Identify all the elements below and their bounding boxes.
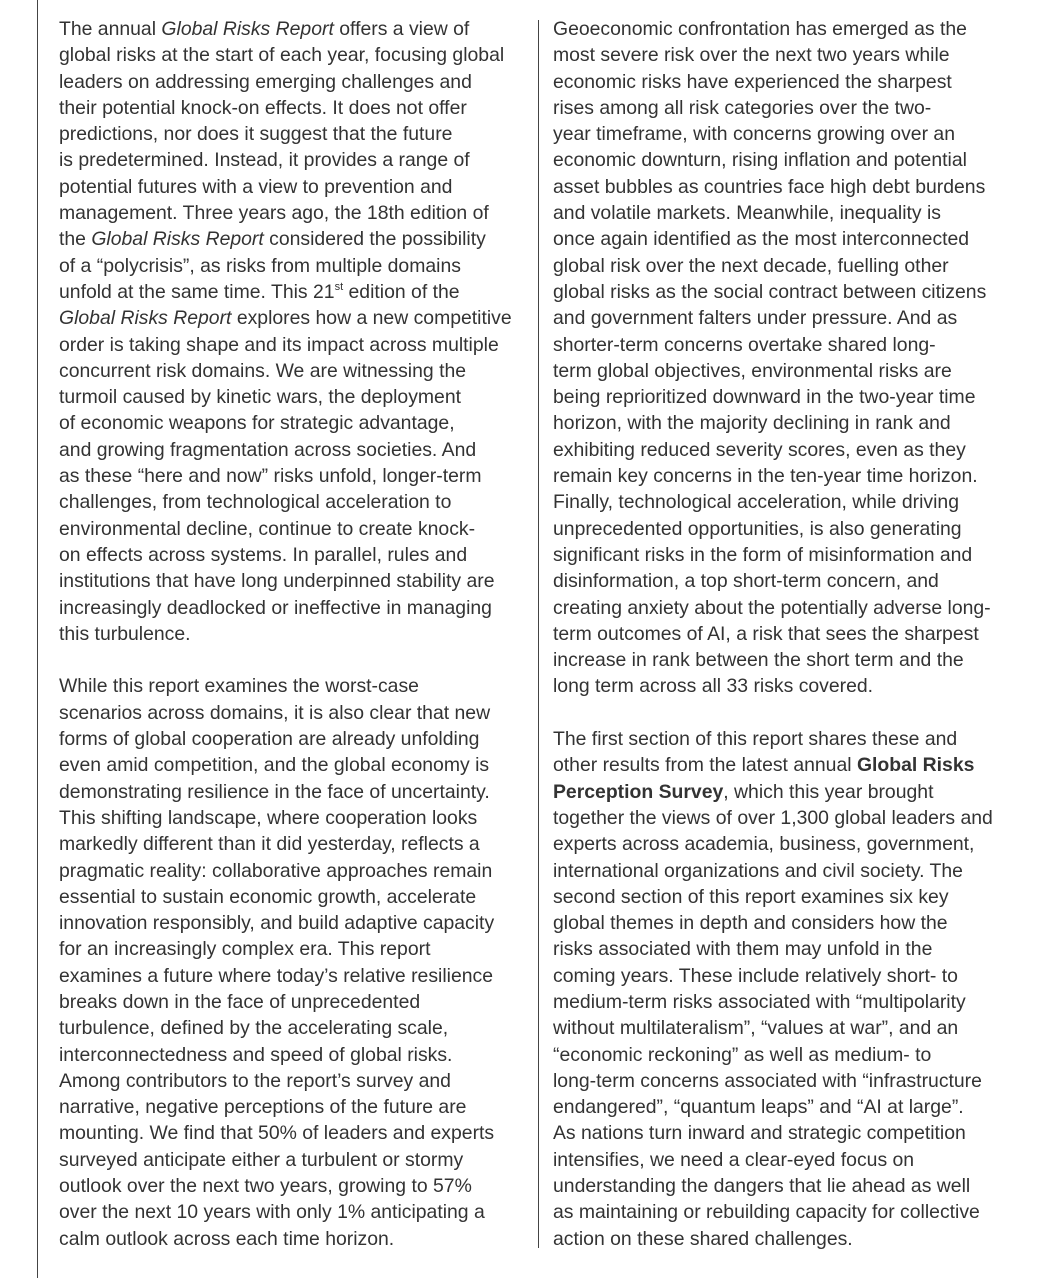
text-run: As nations turn inward and strategic competition	[553, 1122, 966, 1145]
text-run: turbulence, defined by the accelerating scale,	[59, 1017, 449, 1040]
text-line	[553, 1042, 993, 1068]
text-run: “economic reckoning” as well as medium- to	[553, 1043, 932, 1066]
text-run: essential to sustain economic growth, accelerate	[59, 885, 477, 908]
right-column	[553, 16, 993, 1278]
text-run: management. Three years ago, the 18th edition of	[59, 202, 489, 225]
text-run: The first section of this report shares these and	[553, 728, 958, 751]
text-run: unfold at the same time. This 21	[59, 280, 335, 303]
text-run: Finally, technological acceleration, while driving	[553, 491, 959, 514]
text-line	[553, 595, 993, 621]
text-line	[59, 858, 512, 884]
text-line	[59, 831, 512, 857]
italic-title: Global Risks Report	[59, 307, 232, 330]
text-line	[59, 700, 512, 726]
text-line	[553, 200, 993, 226]
text-run: economic risks have experienced the sharpest	[553, 70, 952, 93]
text-run: global risk over the next decade, fuelling other	[553, 254, 949, 277]
text-run: exhibiting reduced severity scores, even as they	[553, 438, 966, 461]
text-line	[59, 95, 512, 121]
text-run: narrative, negative perceptions of the future are	[59, 1096, 467, 1119]
text-run: creating anxiety about the potentially adverse long-	[553, 596, 991, 619]
italic-title: Global Risks Report	[91, 228, 264, 251]
text-line	[553, 253, 993, 279]
text-line	[59, 542, 512, 568]
text-run: and government falters under pressure. And as	[553, 307, 958, 330]
text-run: outlook over the next two years, growing to 57%	[59, 1175, 472, 1198]
text-line	[59, 779, 512, 805]
text-line	[553, 752, 993, 778]
superscript: st	[334, 280, 344, 293]
text-run: surveyed anticipate either a turbulent or stormy	[59, 1148, 464, 1171]
text-run: and volatile markets. Meanwhile, inequality is	[553, 202, 942, 225]
text-run: term outcomes of AI, a risk that sees the sharpest	[553, 622, 979, 645]
text-line	[553, 1199, 993, 1225]
text-line	[553, 1120, 993, 1146]
text-run: markedly different than it did yesterday, reflects a	[59, 833, 480, 856]
text-line	[59, 16, 512, 42]
text-run: edition of the	[343, 280, 460, 303]
text-run: increase in rank between the short term and the	[553, 649, 964, 672]
text-line	[59, 226, 512, 252]
text-run: horizon, with the majority declining in rank and	[553, 412, 951, 435]
text-run: without multilateralism”, “values at war”, and an	[553, 1017, 959, 1040]
text-run: interconnectedness and speed of global risks.	[59, 1043, 453, 1066]
text-run: together the views of over 1,300 global leaders and	[553, 806, 993, 829]
bold-term: Global Risks	[856, 754, 975, 777]
text-run: , which this year brought	[723, 780, 934, 803]
text-line	[59, 305, 512, 331]
text-run: global risks as the social contract between citizens	[553, 280, 987, 303]
text-run: examines a future where today’s relative resilience	[59, 964, 493, 987]
text-line	[553, 332, 993, 358]
text-line	[553, 16, 993, 42]
text-line	[59, 1068, 512, 1094]
text-line	[59, 410, 512, 436]
text-run: endangered”, “quantum leaps” and “AI at large”.	[553, 1096, 964, 1119]
text-line	[59, 621, 512, 647]
text-line	[553, 1173, 993, 1199]
text-line	[553, 358, 993, 384]
text-run: term global objectives, environmental risks are	[553, 359, 952, 382]
text-line	[59, 595, 512, 621]
text-line	[59, 568, 512, 594]
text-line	[59, 437, 512, 463]
text-run: experts across academia, business, government,	[553, 833, 975, 856]
text-line	[59, 279, 512, 305]
text-run: significant risks in the form of misinformation and	[553, 543, 973, 566]
text-run: pragmatic reality: collaborative approaches remain	[59, 859, 493, 882]
text-line	[59, 1015, 512, 1041]
text-run: predictions, nor does it suggest that the future	[59, 123, 453, 146]
text-line	[553, 1094, 993, 1120]
text-line	[59, 673, 512, 699]
text-line	[59, 42, 512, 68]
text-run: most severe risk over the next two years while	[553, 44, 950, 67]
text-line	[553, 910, 993, 936]
text-run: on effects across systems. In parallel, rules and	[59, 543, 468, 566]
text-line	[553, 1147, 993, 1173]
text-run: innovation responsibly, and build adaptive capacity	[59, 912, 495, 935]
text-line	[59, 1120, 512, 1146]
text-run: intensifies, we need a clear-eyed focus on	[553, 1148, 915, 1171]
text-line	[553, 884, 993, 910]
text-line	[553, 779, 993, 805]
text-line	[553, 226, 993, 252]
column-divider	[538, 20, 539, 1248]
text-line	[59, 174, 512, 200]
text-line	[59, 200, 512, 226]
text-run: understanding the dangers that lie ahead as well	[553, 1175, 971, 1198]
text-line	[59, 384, 512, 410]
text-run: asset bubbles as countries face high debt burdens	[553, 175, 986, 198]
text-line	[553, 42, 993, 68]
bold-term: Perception Survey	[553, 780, 724, 803]
text-line	[553, 463, 993, 489]
text-line	[59, 489, 512, 515]
text-run: is predetermined. Instead, it provides a range of	[59, 149, 470, 172]
text-run: order is taking shape and its impact across multiple	[59, 333, 499, 356]
text-run: While this report examines the worst-case	[59, 675, 419, 698]
text-line	[553, 1015, 993, 1041]
text-line	[59, 910, 512, 936]
text-run: mounting. We find that 50% of leaders and experts	[59, 1122, 495, 1145]
text-line	[553, 726, 993, 752]
text-run: global themes in depth and considers how the	[553, 912, 948, 935]
text-line	[59, 463, 512, 489]
text-line	[553, 621, 993, 647]
text-run: of a “polycrisis”, as risks from multiple domains	[59, 254, 461, 277]
text-run: Among contributors to the report’s survey and	[59, 1069, 451, 1092]
text-line	[59, 936, 512, 962]
text-run: coming years. These include relatively short- to	[553, 964, 958, 987]
text-run: as these “here and now” risks unfold, longer-term	[59, 465, 482, 488]
text-run: unprecedented opportunities, is also generating	[553, 517, 962, 540]
text-line	[553, 95, 993, 121]
text-line	[553, 1068, 993, 1094]
text-line	[553, 542, 993, 568]
text-line	[59, 1173, 512, 1199]
text-run: forms of global cooperation are already unfolding	[59, 728, 480, 751]
text-run: as maintaining or rebuilding capacity for collective	[553, 1201, 980, 1224]
text-line	[553, 305, 993, 331]
text-run: considered the possibility	[263, 228, 486, 251]
text-line	[59, 1042, 512, 1068]
text-line	[553, 516, 993, 542]
text-run: for an increasingly complex era. This report	[59, 938, 431, 961]
text-run: global risks at the start of each year, focusing global	[59, 44, 505, 67]
text-line	[59, 516, 512, 542]
text-line	[59, 726, 512, 752]
text-line	[553, 568, 993, 594]
text-line	[553, 69, 993, 95]
text-line	[59, 121, 512, 147]
text-line	[553, 805, 993, 831]
text-line	[553, 989, 993, 1015]
text-line	[553, 410, 993, 436]
paragraph	[553, 16, 993, 700]
text-run: rises among all risk categories over the two-	[553, 96, 932, 119]
text-line	[59, 1147, 512, 1173]
text-run: calm outlook across each time horizon.	[59, 1227, 395, 1250]
text-run: even amid competition, and the global economy is	[59, 754, 490, 777]
text-run: Geoeconomic confrontation has emerged as the	[553, 18, 967, 40]
text-run: The annual	[59, 18, 162, 40]
text-run: offers a view of	[333, 18, 470, 40]
paragraph	[553, 726, 993, 1252]
text-run: their potential knock-on effects. It does not offer	[59, 96, 467, 119]
paragraph	[59, 673, 512, 1252]
text-line	[553, 858, 993, 884]
text-line	[553, 963, 993, 989]
text-run: economic downturn, rising inflation and potential	[553, 149, 967, 172]
text-run: long term across all 33 risks covered.	[553, 675, 874, 698]
text-line	[553, 647, 993, 673]
text-run: second section of this report examines six key	[553, 885, 949, 908]
text-line	[59, 69, 512, 95]
text-run: challenges, from technological acceleration to	[59, 491, 452, 514]
italic-title: Global Risks Report	[161, 18, 334, 40]
text-run: institutions that have long underpinned stability are	[59, 570, 495, 593]
text-line	[59, 805, 512, 831]
text-run: disinformation, a top short-term concern, and	[553, 570, 939, 593]
text-run: potential futures with a view to prevention and	[59, 175, 453, 198]
text-run: remain key concerns in the ten-year time horizon.	[553, 465, 978, 488]
text-run: over the next 10 years with only 1% anticipating a	[59, 1201, 485, 1224]
text-line	[553, 936, 993, 962]
text-line	[59, 963, 512, 989]
text-run: scenarios across domains, it is also clear that new	[59, 701, 491, 724]
text-run: other results from the latest annual	[553, 754, 857, 777]
text-run: breaks down in the face of unprecedented	[59, 990, 421, 1013]
text-run: action on these shared challenges.	[553, 1227, 853, 1250]
text-line	[59, 989, 512, 1015]
text-run: this turbulence.	[59, 622, 191, 645]
left-column	[59, 16, 512, 1278]
text-run: risks associated with them may unfold in the	[553, 938, 933, 961]
text-line	[553, 384, 993, 410]
left-margin-rule	[37, 0, 38, 1278]
text-line	[59, 332, 512, 358]
text-line	[553, 437, 993, 463]
text-line	[59, 1199, 512, 1225]
text-line	[553, 174, 993, 200]
text-line	[553, 673, 993, 699]
text-run: explores how a new competitive	[231, 307, 512, 330]
text-run: the	[59, 228, 92, 251]
text-line	[553, 1226, 993, 1252]
text-run: environmental decline, continue to create knock-	[59, 517, 476, 540]
text-line	[553, 279, 993, 305]
text-run: turmoil caused by kinetic wars, the deployment	[59, 386, 462, 409]
text-line	[59, 358, 512, 384]
text-line	[59, 253, 512, 279]
text-run: demonstrating resilience in the face of uncertainty.	[59, 780, 490, 803]
text-run: once again identified as the most interconnected	[553, 228, 970, 251]
text-run: being reprioritized downward in the two-year time	[553, 386, 976, 409]
text-line	[59, 1094, 512, 1120]
text-line	[59, 1226, 512, 1252]
text-run: year timeframe, with concerns growing over an	[553, 123, 955, 146]
text-line	[553, 831, 993, 857]
text-line	[59, 884, 512, 910]
text-line	[553, 147, 993, 173]
text-line	[553, 489, 993, 515]
text-run: shorter-term concerns overtake shared long-	[553, 333, 936, 356]
text-run: concurrent risk domains. We are witnessing the	[59, 359, 467, 382]
text-run: medium-term risks associated with “multipolarity	[553, 990, 966, 1013]
text-line	[59, 752, 512, 778]
text-run: international organizations and civil society. The	[553, 859, 963, 882]
text-run: leaders on addressing emerging challenges and	[59, 70, 472, 93]
text-line	[59, 147, 512, 173]
paragraph	[59, 16, 512, 647]
text-run: increasingly deadlocked or ineffective in managing	[59, 596, 492, 619]
text-run: This shifting landscape, where cooperation looks	[59, 806, 478, 829]
text-line	[553, 121, 993, 147]
text-run: long-term concerns associated with “infrastructure	[553, 1069, 982, 1092]
text-run: of economic weapons for strategic advantage,	[59, 412, 455, 435]
text-run: and growing fragmentation across societies. And	[59, 438, 477, 461]
